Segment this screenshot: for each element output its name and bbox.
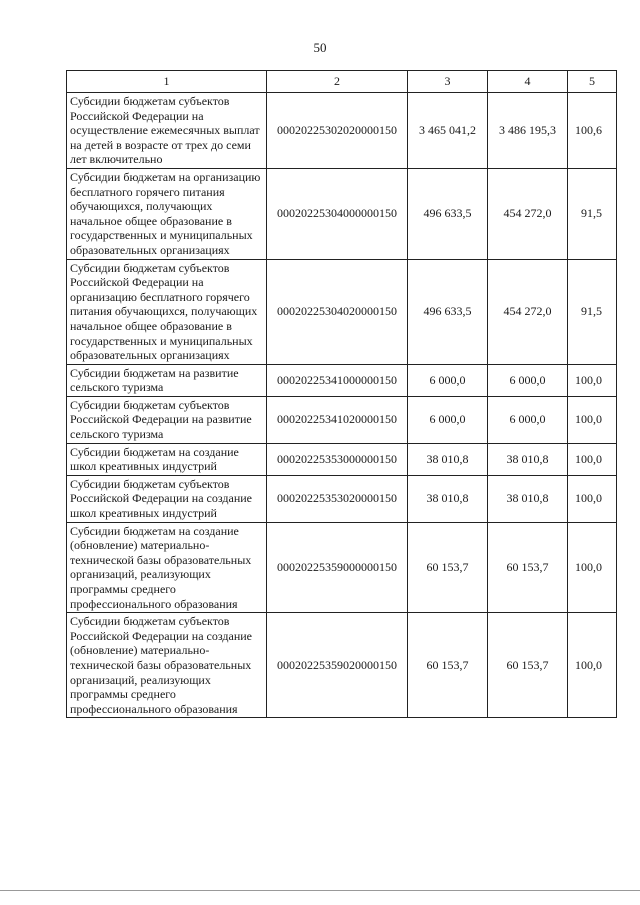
row-planned: 38 010,8 (408, 443, 488, 475)
row-code: 00020225359020000150 (267, 613, 408, 718)
row-code: 00020225359000000150 (267, 522, 408, 613)
table-row (67, 475, 617, 522)
row-planned: 496 633,5 (408, 168, 488, 259)
row-executed: 454 272,0 (488, 259, 568, 364)
table-row (67, 522, 617, 613)
row-code: 00020225341000000150 (267, 364, 408, 396)
table-row (67, 396, 617, 443)
row-executed: 60 153,7 (488, 522, 568, 613)
row-executed: 454 272,0 (488, 168, 568, 259)
budget-table (66, 70, 617, 718)
row-planned: 3 465 041,2 (408, 93, 488, 169)
page-bottom-edge (0, 890, 640, 891)
row-percent: 100,0 (568, 443, 617, 475)
row-planned: 6 000,0 (408, 364, 488, 396)
table-row (67, 443, 617, 475)
page-number: 50 (313, 40, 327, 55)
row-percent: 100,0 (568, 522, 617, 613)
row-name: Субсидии бюджетам субъектов Российской Федерации на развитие сельского туризма (67, 396, 267, 443)
row-executed: 6 000,0 (488, 396, 568, 443)
row-code: 00020225353000000150 (267, 443, 408, 475)
row-planned: 6 000,0 (408, 396, 488, 443)
row-name: Субсидии бюджетам на организацию бесплатного горячего питания обучающихся, получающих начальное общее образование в государственных и муниципальных образовательных организациях (67, 168, 267, 259)
row-code: 00020225304000000150 (267, 168, 408, 259)
column-header-4: 4 (488, 71, 568, 93)
row-name: Субсидии бюджетам субъектов Российской Федерации на создание школ креативных индустрий (67, 475, 267, 522)
table-header-row (67, 71, 617, 93)
row-planned: 38 010,8 (408, 475, 488, 522)
row-percent: 91,5 (568, 259, 617, 364)
row-percent: 100,0 (568, 364, 617, 396)
row-executed: 60 153,7 (488, 613, 568, 718)
row-executed: 38 010,8 (488, 475, 568, 522)
row-planned: 60 153,7 (408, 613, 488, 718)
table-row (67, 364, 617, 396)
table-row (67, 259, 617, 364)
row-planned: 496 633,5 (408, 259, 488, 364)
row-name: Субсидии бюджетам субъектов Российской Федерации на создание (обновление) материально-технической базы образовательных организаций, реализующих программы среднего профессионального образования (67, 613, 267, 718)
row-percent: 100,0 (568, 475, 617, 522)
table-row (67, 93, 617, 169)
row-name: Субсидии бюджетам на развитие сельского туризма (67, 364, 267, 396)
table-row (67, 168, 617, 259)
row-code: 00020225302020000150 (267, 93, 408, 169)
row-code: 00020225304020000150 (267, 259, 408, 364)
row-executed: 38 010,8 (488, 443, 568, 475)
row-code: 00020225353020000150 (267, 475, 408, 522)
row-name: Субсидии бюджетам субъектов Российской Федерации на организацию бесплатного горячего питания обучающихся, получающих начальное общее образование в государственных и муниципальных образовательных организациях (67, 259, 267, 364)
row-executed: 3 486 195,3 (488, 93, 568, 169)
row-code: 00020225341020000150 (267, 396, 408, 443)
column-header-5: 5 (568, 71, 617, 93)
row-name: Субсидии бюджетам на создание школ креативных индустрий (67, 443, 267, 475)
row-name: Субсидии бюджетам на создание (обновление) материально-технической базы образовательных организаций, реализующих программы среднего профессионального образования (67, 522, 267, 613)
row-executed: 6 000,0 (488, 364, 568, 396)
row-percent: 100,0 (568, 396, 617, 443)
column-header-2: 2 (267, 71, 408, 93)
column-header-1: 1 (67, 71, 267, 93)
row-percent: 100,0 (568, 613, 617, 718)
row-name: Субсидии бюджетам субъектов Российской Федерации на осуществление ежемесячных выплат на детей в возрасте от трех до семи лет включительно (67, 93, 267, 169)
column-header-3: 3 (408, 71, 488, 93)
row-percent: 91,5 (568, 168, 617, 259)
row-percent: 100,6 (568, 93, 617, 169)
table-row (67, 613, 617, 718)
row-planned: 60 153,7 (408, 522, 488, 613)
